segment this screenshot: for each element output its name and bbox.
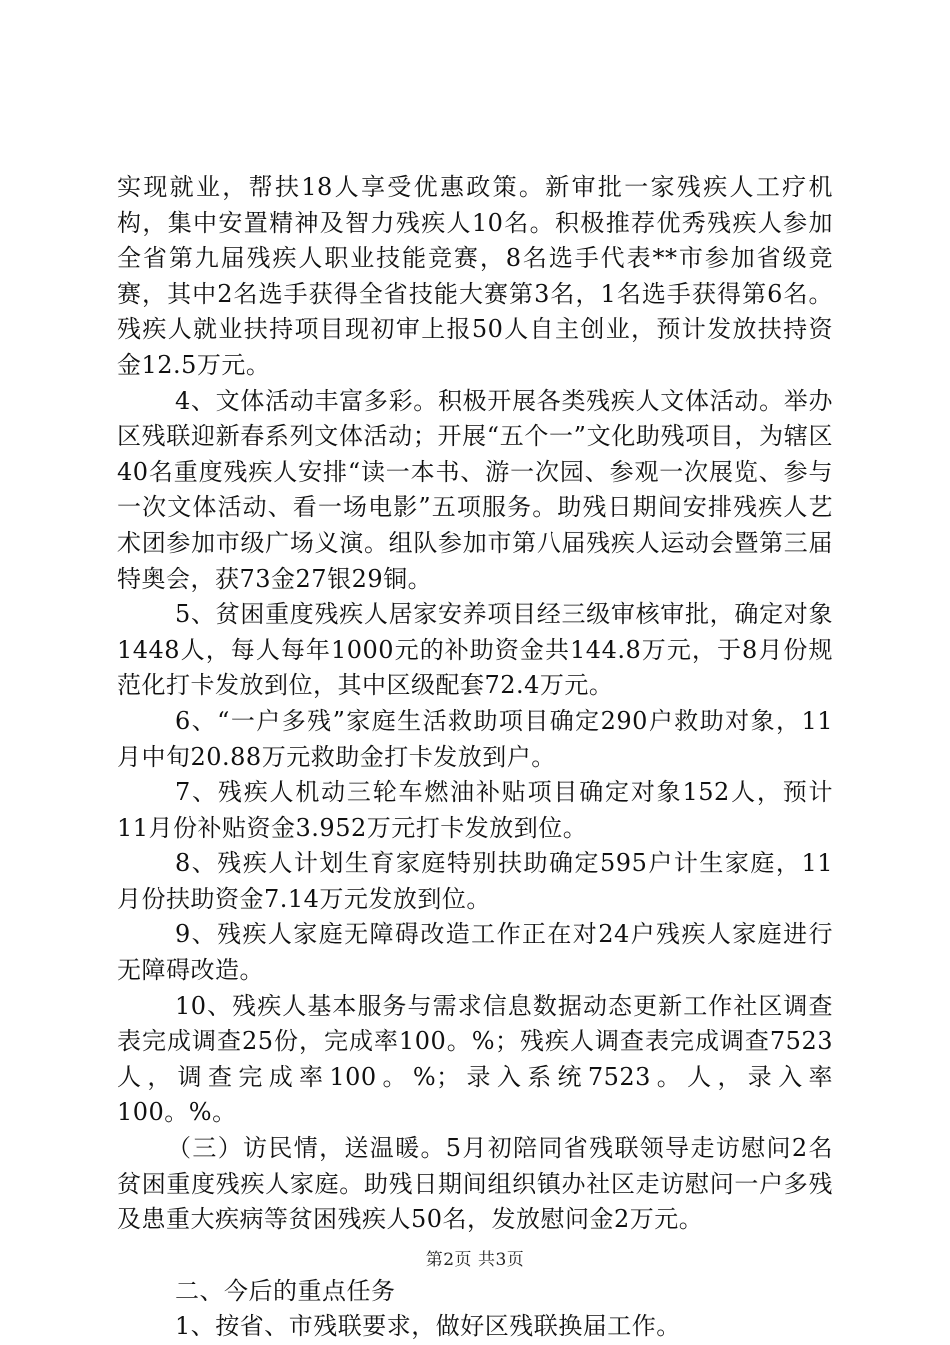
paragraph-item-10-data-update: 10、残疾人基本服务与需求信息数据动态更新工作社区调查表完成调查25份，完成率100。%；残疾人调查表完成调查7523人，调查完成率100。%；录入系统7523。人，录入率100。%。 (117, 991, 833, 1127)
paragraph-item-9-barrier-free: 9、残疾人家庭无障碍改造工作正在对24户残疾人家庭进行无障碍改造。 (117, 920, 833, 985)
paragraph-item-7-fuel-subsidy: 7、残疾人机动三轮车燃油补贴项目确定对象152人，预计11月份补贴资金3.952万元打卡发放到位。 (117, 778, 833, 842)
paragraph-task-1: 1、按省、市残联要求，做好区残联换届工作。 (175, 1312, 681, 1341)
paragraph-item-6-multi-disability-households: 6、“一户多残”家庭生活救助项目确定290户救助对象，11月中旬20.88万元救助金打卡发放到户。 (117, 706, 833, 771)
section-heading-future-tasks: 二、今后的重点任务 (175, 1276, 396, 1305)
page-number-footer: 第2页 共3页 (425, 1250, 525, 1270)
paragraph-item-5-home-care: 5、贫困重度残疾人居家安养项目经三级审核审批，确定对象1448人，每人每年1000元的补助资金共144.8万元，于8月份规范化打卡发放到位，其中区级配套72.4万元。 (117, 600, 833, 700)
paragraph-item-4-culture-sports: 4、文体活动丰富多彩。积极开展各类残疾人文体活动。举办区残联迎新春系列文体活动；开展“五个一”文化助残项目，为辖区40名重度残疾人安排“读一本书、游一次园、参观一次展览、参与一次文体活动、看一场电影”五项服务。助残日期间安排残疾人艺术团参加市级广场义演。组队参加市第八届残疾人运动会暨第三届特奥会，获73金27银29铜。 (117, 386, 833, 593)
paragraph-section-3-visits: （三）访民情，送温暖。5月初陪同省残联领导走访慰问2名贫困重度残疾人家庭。助残日期间组织镇办社区走访慰问一户多残及患重大疾病等贫困残疾人50名，发放慰问金2万元。 (117, 1134, 833, 1234)
document-body (117, 170, 833, 1345)
paragraph-item-8-family-planning: 8、残疾人计划生育家庭特别扶助确定595户计生家庭，11月份扶助资金7.14万元发放到位。 (117, 849, 833, 913)
paragraph-employment-summary: 实现就业，帮扶18人享受优惠政策。新审批一家残疾人工疗机构，集中安置精神及智力残疾人10名。积极推荐优秀残疾人参加全省第九届残疾人职业技能竞赛，8名选手代表**市参加省级竞赛，其中2名选手获得全省技能大赛第3名，1名选手获得第6名。残疾人就业扶持项目现初审上报50人自主创业，预计发放扶持资金12.5万元。 (117, 173, 833, 379)
